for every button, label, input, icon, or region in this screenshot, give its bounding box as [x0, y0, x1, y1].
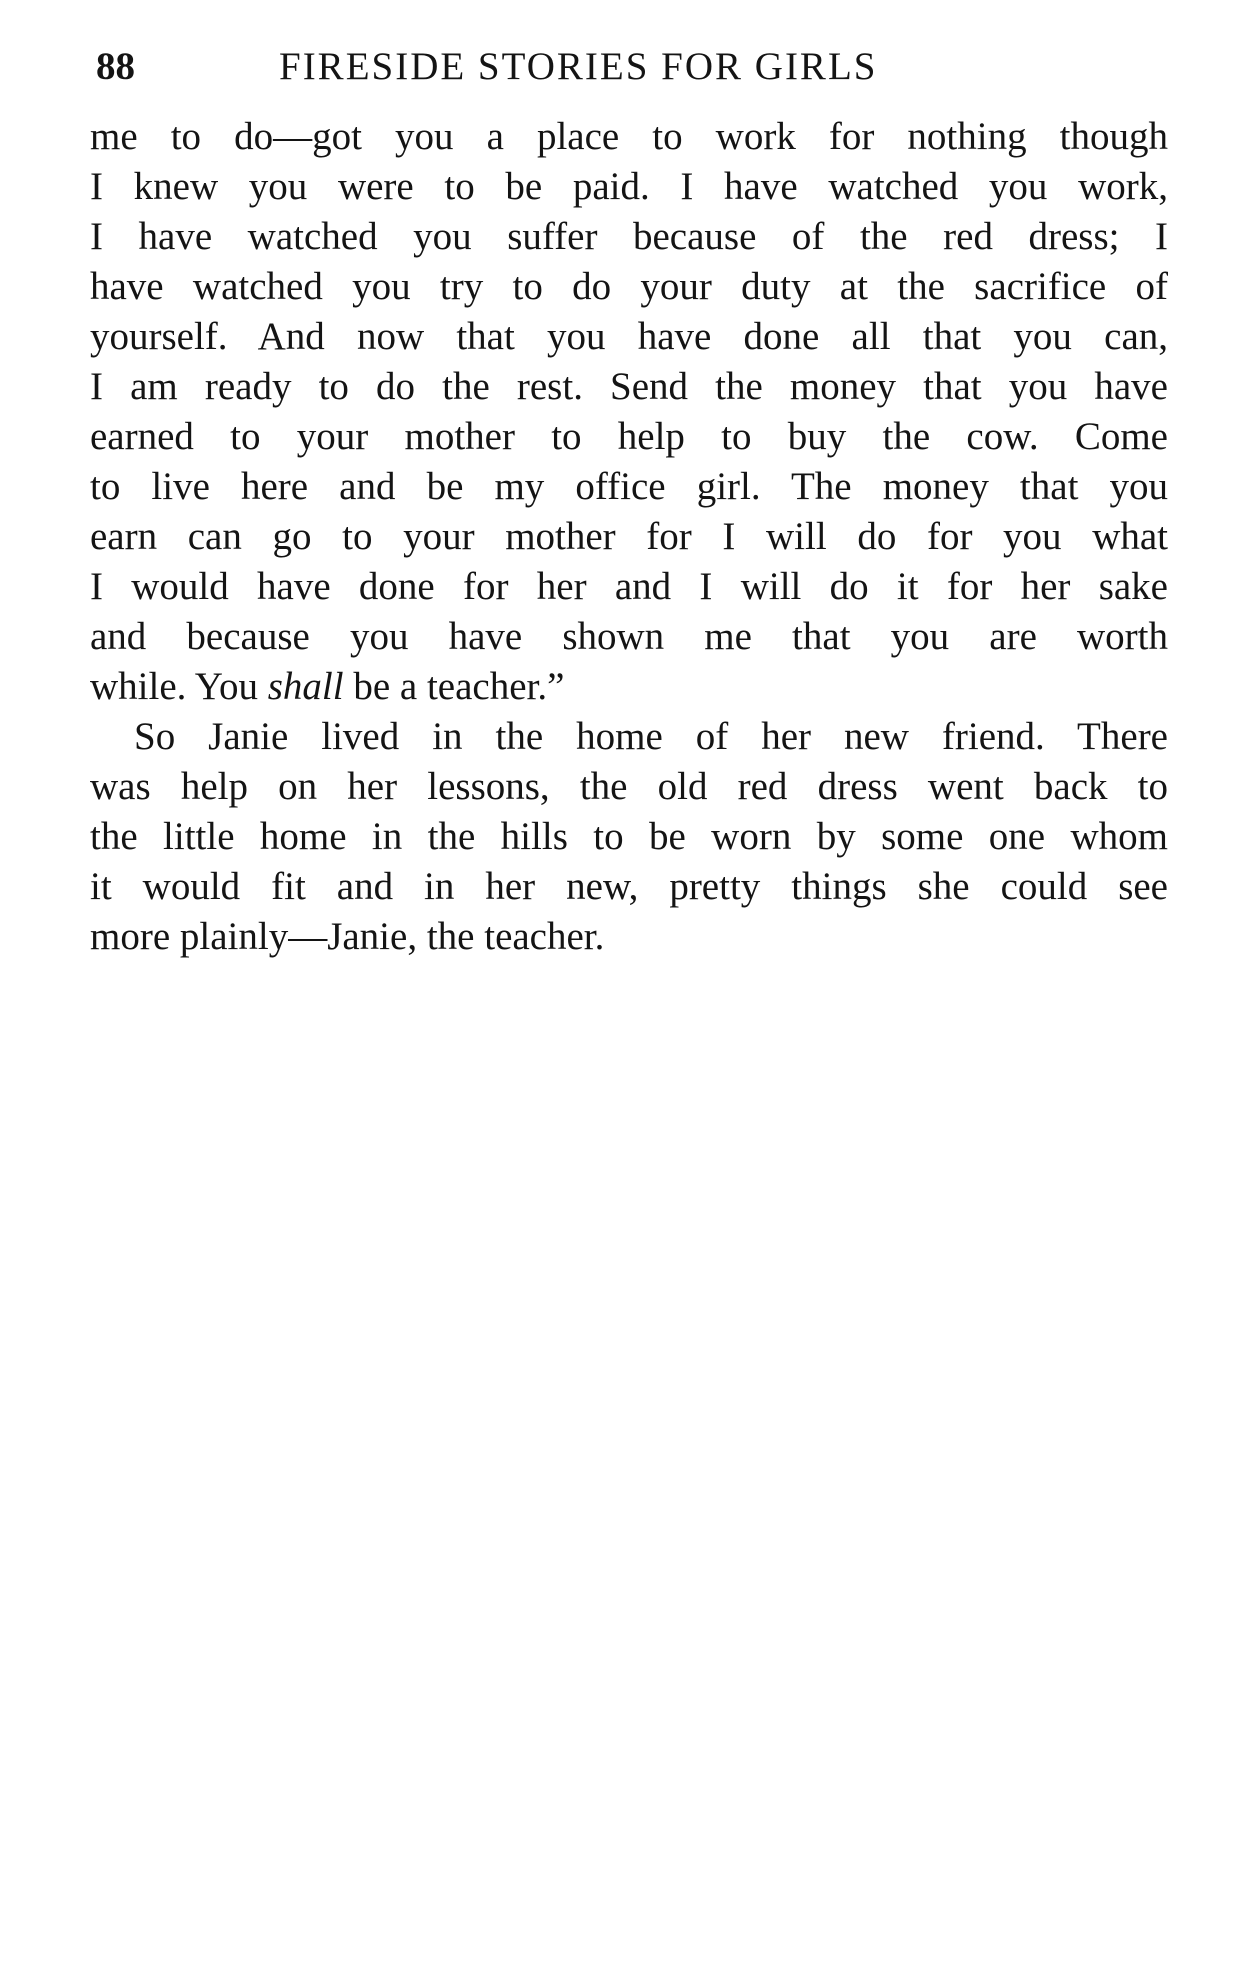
running-title: FIRESIDE STORIES FOR GIRLS	[279, 45, 878, 88]
paragraph	[90, 112, 1168, 712]
text-line: more plainly—Janie, the teacher.	[90, 915, 605, 958]
text-run: while. You	[90, 665, 268, 708]
body-text	[90, 112, 1168, 962]
text-line: yourself. And now that you have done all that you can,	[90, 315, 1168, 358]
text-line: I have watched you suffer because of the red dress; I	[90, 215, 1168, 258]
running-head	[96, 42, 1176, 92]
text-line: me to do—got you a place to work for nothing though	[90, 115, 1168, 158]
text-line: have watched you try to do your duty at the sacrifice of	[90, 265, 1168, 308]
text-line: earned to your mother to help to buy the cow. Come	[90, 415, 1168, 458]
text-line: to live here and be my office girl. The money that you	[90, 465, 1168, 508]
text-line: I knew you were to be paid. I have watched you work,	[90, 165, 1168, 208]
emphasized-word: shall	[267, 665, 344, 708]
text-line	[90, 662, 1168, 712]
text-line: and because you have shown me that you are worth	[90, 615, 1168, 658]
page-number: 88	[96, 45, 135, 88]
text-run: be a teacher.”	[343, 665, 565, 708]
text-line: was help on her lessons, the old red dress went back to	[90, 765, 1168, 808]
text-line: earn can go to your mother for I will do for you what	[90, 515, 1168, 558]
text-line: it would fit and in her new, pretty things she could see	[90, 865, 1168, 908]
text-line: So Janie lived in the home of her new friend. There	[134, 715, 1168, 758]
paragraph	[90, 712, 1168, 962]
text-line: the little home in the hills to be worn by some one whom	[90, 815, 1168, 858]
text-line: I am ready to do the rest. Send the money that you have	[90, 365, 1168, 408]
text-line: I would have done for her and I will do it for her sake	[90, 565, 1168, 608]
